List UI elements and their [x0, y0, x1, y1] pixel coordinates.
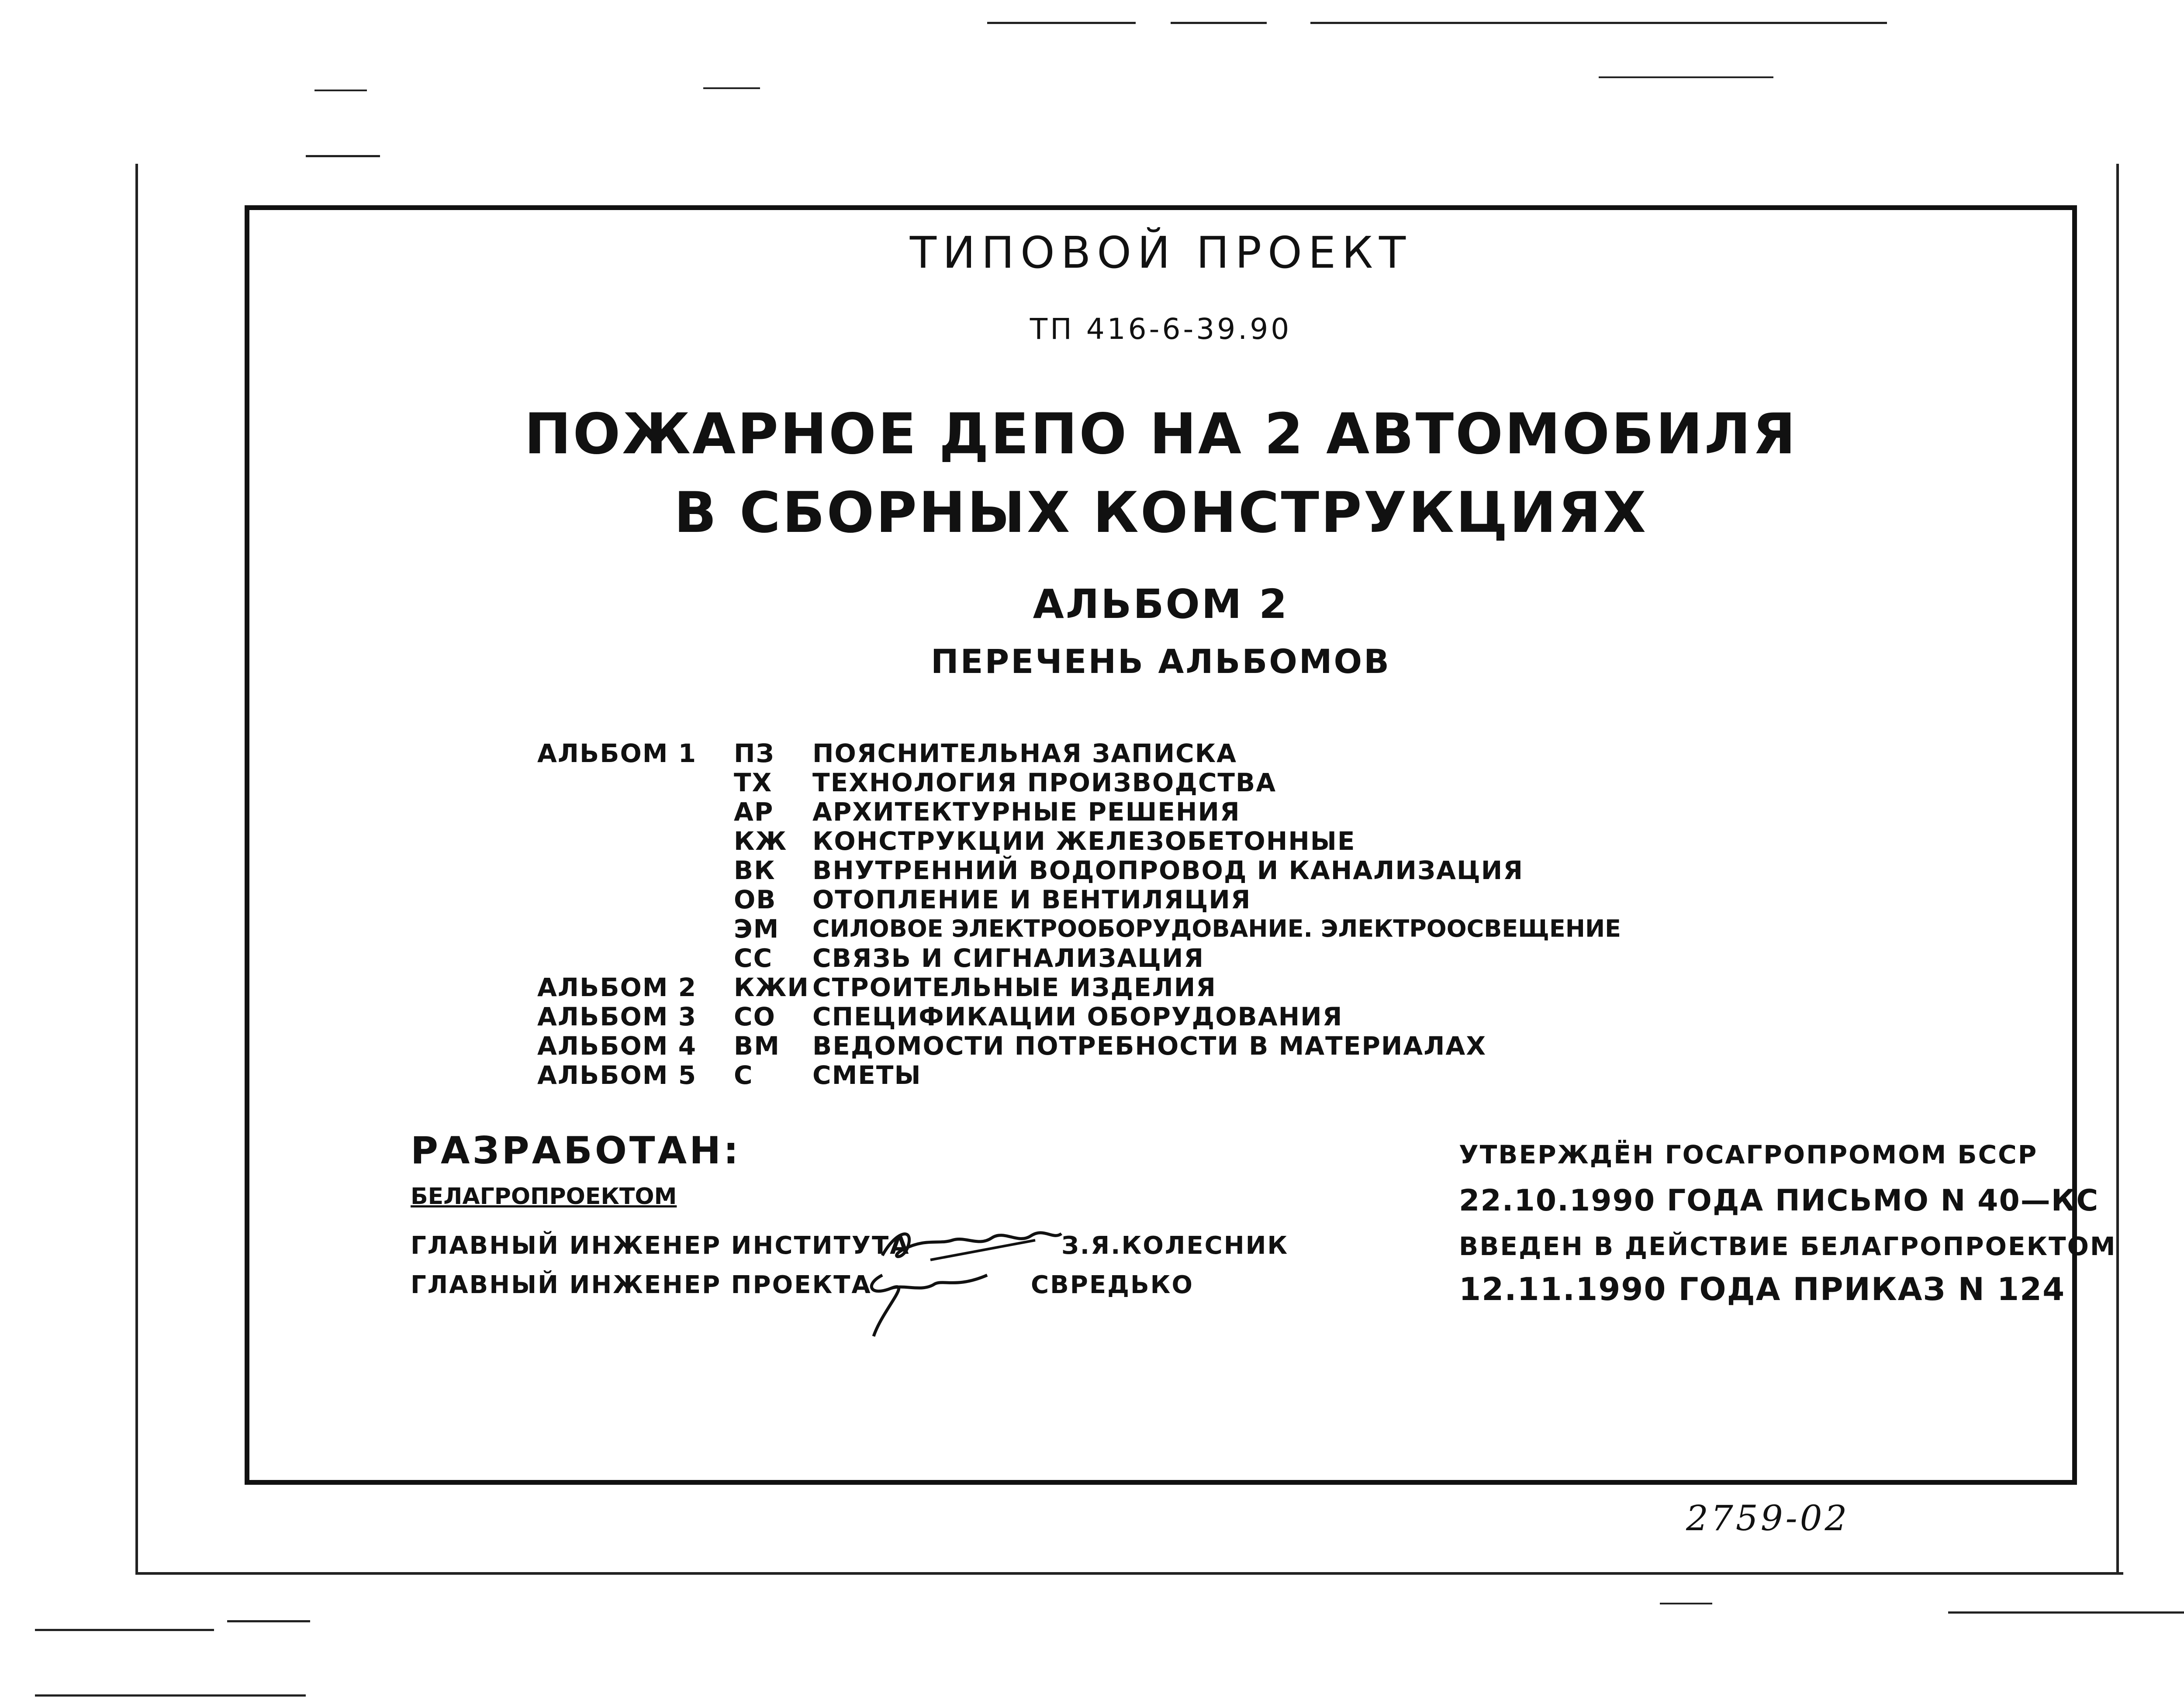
scan-artifact	[306, 155, 380, 157]
scan-artifact	[35, 1694, 306, 1697]
list-code: ПЗ	[734, 738, 775, 768]
album-label: АЛЬБОМ 2	[1033, 581, 1289, 628]
list-title: ТЕХНОЛОГИЯ ПРОИЗВОДСТВА	[812, 768, 1277, 797]
approval-line1: УТВЕРЖДЁН ГОСАГРОПРОМОМ БССР	[1459, 1140, 2038, 1169]
list-code: КЖИ	[734, 973, 809, 1002]
list-code: ВМ	[734, 1031, 780, 1061]
outer-frame-right-edge	[2116, 164, 2119, 1572]
list-title: ПОЯСНИТЕЛЬНАЯ ЗАПИСКА	[812, 738, 1237, 768]
list-code: КЖ	[734, 826, 788, 856]
scan-artifact	[987, 22, 1136, 24]
scan-artifact	[1948, 1611, 2184, 1614]
list-album: АЛЬБОМ 1	[537, 738, 697, 768]
list-title: ВЕДОМОСТИ ПОТРЕБНОСТИ В МАТЕРИАЛАХ	[812, 1031, 1487, 1061]
scan-artifact	[1599, 76, 1773, 78]
scan-artifact	[1660, 1603, 1712, 1604]
scan-artifact	[35, 1629, 214, 1631]
list-code: ОВ	[734, 885, 777, 914]
list-album: АЛЬБОМ 2	[537, 973, 697, 1002]
list-code: ВК	[734, 855, 776, 885]
approval-line3: ВВЕДЕН В ДЕЙСТВИЕ БЕЛАГРОПРОЕКТОМ	[1459, 1231, 2117, 1261]
scan-artifact	[703, 87, 760, 89]
list-title: КОНСТРУКЦИИ ЖЕЛЕЗОБЕТОННЫЕ	[812, 826, 1356, 856]
list-album: АЛЬБОМ 4	[537, 1031, 697, 1061]
developer-heading: РАЗРАБОТАН:	[411, 1129, 741, 1173]
project-title-line2: В СБОРНЫХ КОНСТРУКЦИЯХ	[674, 480, 1648, 545]
list-title: СВЯЗЬ И СИГНАЛИЗАЦИЯ	[812, 943, 1205, 973]
list-album: АЛЬБОМ 3	[537, 1002, 697, 1031]
list-code: С	[734, 1060, 753, 1090]
list-title: ОТОПЛЕНИЕ И ВЕНТИЛЯЦИЯ	[812, 885, 1251, 914]
developer-organization: БЕЛАГРОПРОЕКТОМ	[411, 1183, 677, 1210]
project-title-line1: ПОЖАРНОЕ ДЕПО НА 2 АВТОМОБИЛЯ	[524, 402, 1797, 467]
list-code: ТХ	[734, 768, 773, 797]
list-title: СМЕТЫ	[812, 1060, 922, 1090]
scan-artifact	[1171, 22, 1267, 24]
scan-artifact	[1310, 22, 1887, 24]
list-code: АР	[734, 797, 774, 827]
chief-project-name: СВРЕДЬКО	[1031, 1271, 1194, 1299]
album-list-heading: ПЕРЕЧЕНЬ АЛЬБОМОВ	[930, 642, 1391, 681]
chief-institute-name: З.Я.КОЛЕСНИК	[1061, 1231, 1289, 1260]
archive-number: 2759-02	[1686, 1498, 1850, 1538]
list-album: АЛЬБОМ 5	[537, 1060, 697, 1090]
scan-artifact	[314, 90, 367, 91]
approval-line4: 12.11.1990 ГОДА ПРИКАЗ N 124	[1459, 1271, 2066, 1307]
project-code: ТП 416-6-39.90	[1030, 312, 1292, 346]
chief-institute-label: ГЛАВНЫЙ ИНЖЕНЕР ИНСТИТУТА	[411, 1231, 910, 1260]
list-title: ВНУТРЕННИЙ ВОДОПРОВОД И КАНАЛИЗАЦИЯ	[812, 855, 1524, 885]
chief-project-label: ГЛАВНЫЙ ИНЖЕНЕР ПРОЕКТА	[411, 1271, 872, 1299]
scan-artifact	[227, 1620, 310, 1622]
list-code: СС	[734, 943, 773, 973]
list-title: АРХИТЕКТУРНЫЕ РЕШЕНИЯ	[812, 797, 1241, 827]
list-title: СИЛОВОЕ ЭЛЕКТРООБОРУДОВАНИЕ. ЭЛЕКТРООСВЕЩЕНИЕ	[812, 915, 1621, 942]
list-code: ЭМ	[734, 914, 780, 944]
signature-chief-project	[856, 1258, 1005, 1345]
list-title: СПЕЦИФИКАЦИИ ОБОРУДОВАНИЯ	[812, 1002, 1343, 1031]
approval-line2: 22.10.1990 ГОДА ПИСЬМО N 40—КС	[1459, 1183, 2099, 1218]
list-code: СО	[734, 1002, 776, 1031]
list-title: СТРОИТЕЛЬНЫЕ ИЗДЕЛИЯ	[812, 973, 1216, 1002]
document-type: ТИПОВОЙ ПРОЕКТ	[909, 227, 1412, 278]
